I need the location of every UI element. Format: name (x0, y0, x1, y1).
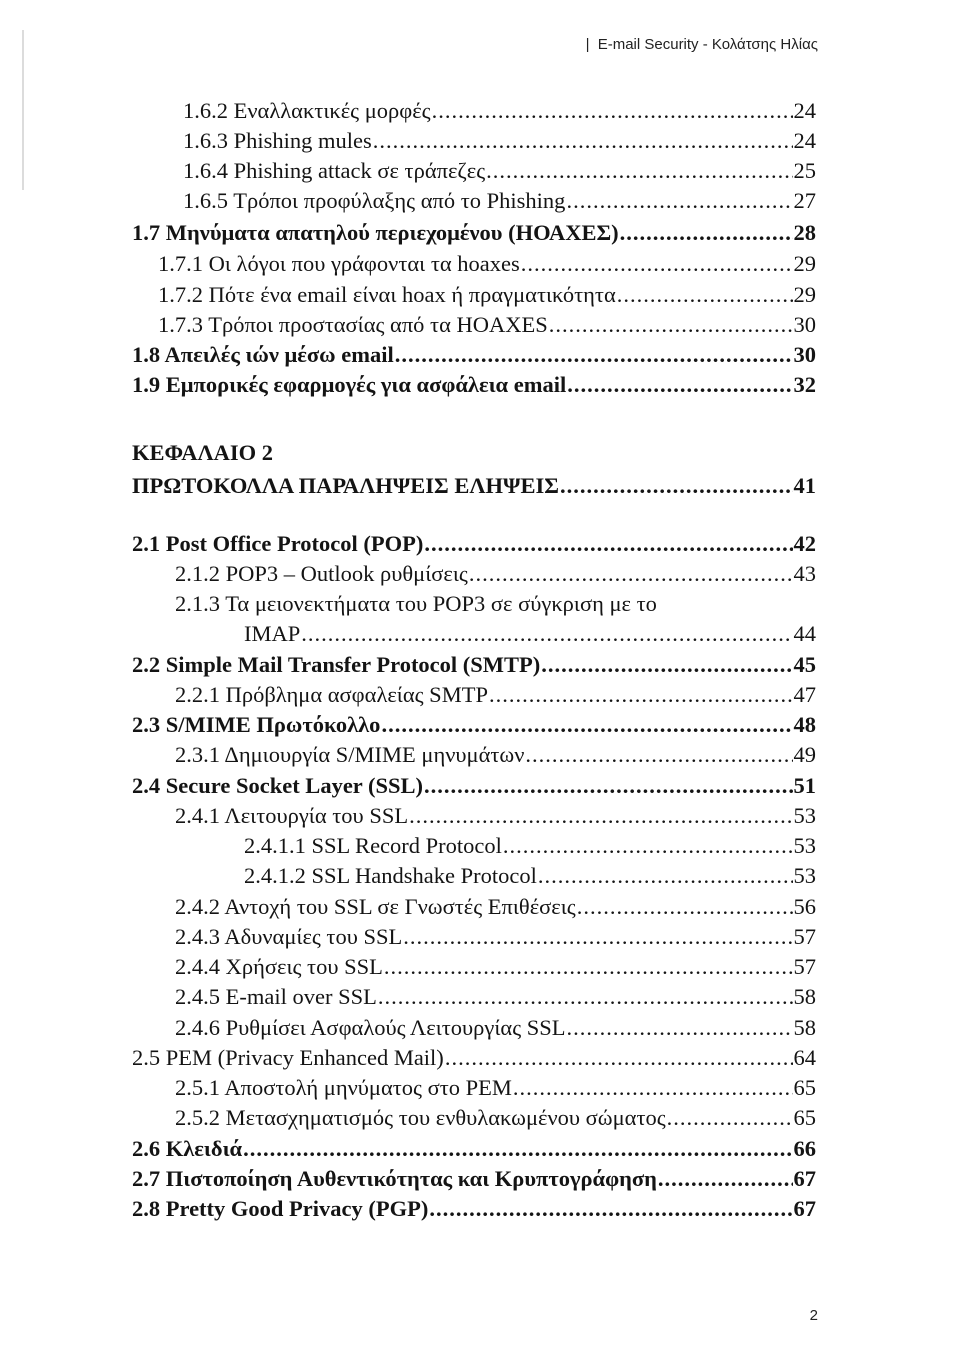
toc-entry-page: 64 (793, 1045, 816, 1070)
toc-entry (244, 863, 816, 893)
toc-entry-title: 1.8 Απειλές ιών μέσω email (132, 342, 394, 367)
toc-entry-page: 27 (793, 188, 816, 213)
toc-entry (175, 1015, 816, 1045)
toc-entry-page: 41 (793, 473, 816, 498)
toc-entry (183, 98, 816, 128)
toc-entry-page: 53 (793, 833, 816, 858)
toc-dot-leader (432, 98, 793, 124)
toc-entry-page: 58 (793, 1015, 816, 1040)
toc-entry-page: 29 (793, 251, 816, 276)
toc-dot-leader (424, 773, 792, 799)
toc-entry (183, 128, 816, 158)
toc-entry (132, 712, 816, 742)
toc-dot-leader (658, 1166, 793, 1192)
toc-entry-page: 48 (793, 712, 816, 737)
toc-entry-title: 2.8 Pretty Good Privacy (PGP) (132, 1196, 429, 1221)
toc-dot-leader (378, 984, 793, 1010)
toc-dot-leader (445, 1045, 793, 1071)
toc-dot-leader (538, 863, 793, 889)
toc-entry-title: 1.7.2 Πότε ένα email είναι hoax ή πραγματικότητα (158, 282, 616, 307)
toc-entry (244, 621, 816, 651)
toc-dot-leader (567, 1015, 793, 1041)
toc-entry (175, 561, 816, 591)
toc-entry-page: 53 (793, 803, 816, 828)
toc-entry (175, 984, 816, 1014)
toc-entry-title: 2.1.2 POP3 – Outlook ρυθμίσεις (175, 561, 468, 586)
toc-entry-title: 1.7.3 Τρόποι προστασίας από τα HOAXES (158, 312, 548, 337)
toc-entry-title: 2.4.1 Λειτουργία του SSL (175, 803, 409, 828)
toc-entry (175, 682, 816, 712)
toc-entry-title: 2.5 PEM (Privacy Enhanced Mail) (132, 1045, 444, 1070)
toc-entry (132, 1196, 816, 1226)
toc-entry-page: 24 (793, 98, 816, 123)
toc-entry-title: 2.6 Κλειδιά (132, 1136, 243, 1161)
toc-entry-title: 2.4.5 E-mail over SSL (175, 984, 377, 1009)
toc-entry (132, 1166, 816, 1196)
toc-entry-page: 51 (793, 773, 816, 798)
toc-entry-title: 2.4 Secure Socket Layer (SSL) (132, 773, 424, 798)
toc-entry-title: 2.4.1.2 SSL Handshake Protocol (244, 863, 537, 888)
toc-entry (132, 652, 816, 682)
toc-entry (175, 954, 816, 984)
toc-entry-title: 1.6.5 Τρόποι προφύλαξης από το Phishing (183, 188, 566, 213)
toc-entry-title: 2.5.1 Αποστολή μηνύματος στο PEM (175, 1075, 512, 1100)
toc-dot-leader (667, 1105, 793, 1131)
toc-entry-page: 43 (793, 561, 816, 586)
page-header (586, 36, 818, 53)
toc-entry (175, 591, 816, 621)
toc-entry-title: IMAP (244, 621, 301, 646)
toc-entry-title: 1.7.1 Οι λόγοι που γράφονται τα hoaxes (158, 251, 520, 276)
toc-entry-title: ΠΡΩΤΟΚΟΛΛΑ ΠΑΡΑΛΗΨΕΙΣ ΕΛΗΨΕΙΣ (132, 473, 560, 498)
toc-entry-page: 44 (793, 621, 816, 646)
toc-entry-title: 1.6.2 Εναλλακτικές μορφές (183, 98, 431, 123)
toc-entry-page: 28 (793, 220, 816, 245)
toc-entry-title: 2.2 Simple Mail Transfer Protocol (SMTP) (132, 652, 541, 677)
toc-dot-leader (513, 1075, 793, 1101)
toc-entry (132, 342, 816, 372)
toc-entry (175, 894, 816, 924)
toc-entry-page: 30 (793, 342, 816, 367)
toc-entry-page: 65 (793, 1075, 816, 1100)
toc-entry-page: 58 (793, 984, 816, 1009)
toc-dot-leader (521, 251, 793, 277)
toc-dot-leader (620, 220, 793, 246)
toc-entry-title: 1.6.4 Phishing attack σε τράπεζες (183, 158, 486, 183)
toc-entry-title: 2.1 Post Office Protocol (POP) (132, 531, 424, 556)
toc-entry-title: 2.4.2 Αντοχή του SSL σε Γνωστές Επιθέσεις (175, 894, 576, 919)
toc-dot-leader (566, 188, 792, 214)
toc-entry (175, 803, 816, 833)
toc-entry-page: 56 (793, 894, 816, 919)
toc-entry-page: 29 (793, 282, 816, 307)
header-title: E-mail Security - Κολάτσης Ηλίας (597, 36, 818, 53)
toc-dot-leader (567, 372, 792, 398)
toc-entry (175, 742, 816, 772)
toc-entry-page: 53 (793, 863, 816, 888)
toc-dot-leader (384, 954, 793, 980)
toc-entry (183, 158, 816, 188)
toc-entry (175, 924, 816, 954)
toc-dot-leader (560, 473, 792, 499)
toc-dot-leader (381, 712, 792, 738)
toc-entry (158, 251, 816, 281)
toc-entry-title: 1.9 Εμπορικές εφαρμογές για ασφάλεια email (132, 372, 567, 397)
toc-entry-page: 57 (793, 954, 816, 979)
toc-dot-leader (469, 561, 793, 587)
toc-dot-leader (541, 652, 792, 678)
toc-dot-leader (489, 682, 793, 708)
toc-dot-leader (403, 924, 792, 950)
page-number: 2 (809, 1307, 818, 1324)
toc-entry-page: 49 (793, 742, 816, 767)
toc-entry (158, 312, 816, 342)
toc-entry (175, 1075, 816, 1105)
toc-dot-leader (617, 282, 793, 308)
toc-entry-page: 67 (793, 1196, 816, 1221)
toc-entry (244, 833, 816, 863)
toc-entry-page: 30 (793, 312, 816, 337)
toc-entry-page: 25 (793, 158, 816, 183)
toc-dot-leader (429, 1196, 792, 1222)
toc-entry-page: 45 (793, 652, 816, 677)
toc-entry-title: 2.4.3 Αδυναμίες του SSL (175, 924, 403, 949)
toc-entry-title: 2.7 Πιστοποίηση Αυθεντικότητας και Κρυπτογράφηση (132, 1166, 657, 1191)
toc-dot-leader (525, 742, 792, 768)
toc-entry-title: 2.4.4 Χρήσεις του SSL (175, 954, 383, 979)
toc-entry-page: 47 (793, 682, 816, 707)
toc-entry (132, 531, 816, 561)
toc-entry (183, 188, 816, 218)
toc-dot-leader (577, 894, 793, 920)
toc-entry-page: 42 (793, 531, 816, 556)
header-separator: | (585, 36, 590, 53)
toc-entry-page: 67 (793, 1166, 816, 1191)
toc-dot-leader (409, 803, 792, 829)
margin-rule (22, 30, 24, 190)
toc-entry-title: 1.6.3 Phishing mules (183, 128, 372, 153)
toc-entry-title: 2.1.3 Τα μειονεκτήματα του POP3 σε σύγκριση με το (175, 591, 657, 616)
toc-entry-title: 2.5.2 Μετασχηματισμός του ενθυλακωμένου σώματος (175, 1105, 666, 1130)
toc-entry-page: 65 (793, 1105, 816, 1130)
toc-entry-page: 32 (793, 372, 816, 397)
toc-entry-title: 2.4.6 Ρυθμίσει Ασφαλούς Λειτουργίας SSL (175, 1015, 566, 1040)
toc-entry-page: 66 (793, 1136, 816, 1161)
toc-entry-title: 2.3.1 Δημιουργία S/MIME μηνυμάτων (175, 742, 525, 767)
toc-entry (132, 473, 816, 503)
toc-entry (175, 1105, 816, 1135)
toc-entry (132, 1136, 816, 1166)
toc-dot-leader (549, 312, 793, 338)
toc-entry-title: 1.7 Μηνύματα απατηλού περιεχομένου (ΗΟΑΧΕΣ) (132, 220, 619, 245)
toc-entry (132, 773, 816, 803)
toc-dot-leader (503, 833, 793, 859)
toc-dot-leader (424, 531, 792, 557)
toc-entry-title: 2.4.1.1 SSL Record Protocol (244, 833, 502, 858)
toc-entry (158, 282, 816, 312)
toc-entry-page: 24 (793, 128, 816, 153)
toc-entry-title: 2.2.1 Πρόβλημα ασφαλείας SMTP (175, 682, 488, 707)
chapter-label: ΚΕΦΑΛΑΙΟ 2 (132, 440, 273, 465)
toc-entry (132, 1045, 816, 1075)
toc-dot-leader (243, 1136, 792, 1162)
toc-dot-leader (395, 342, 793, 368)
toc-entry (132, 220, 816, 250)
toc-entry-title: 2.3 S/MIME Πρωτόκολλο (132, 712, 381, 737)
toc-dot-leader (486, 158, 792, 184)
toc-entry-page: 57 (793, 924, 816, 949)
toc-entry (132, 372, 816, 402)
toc-dot-leader (301, 621, 792, 647)
toc-dot-leader (373, 128, 793, 154)
